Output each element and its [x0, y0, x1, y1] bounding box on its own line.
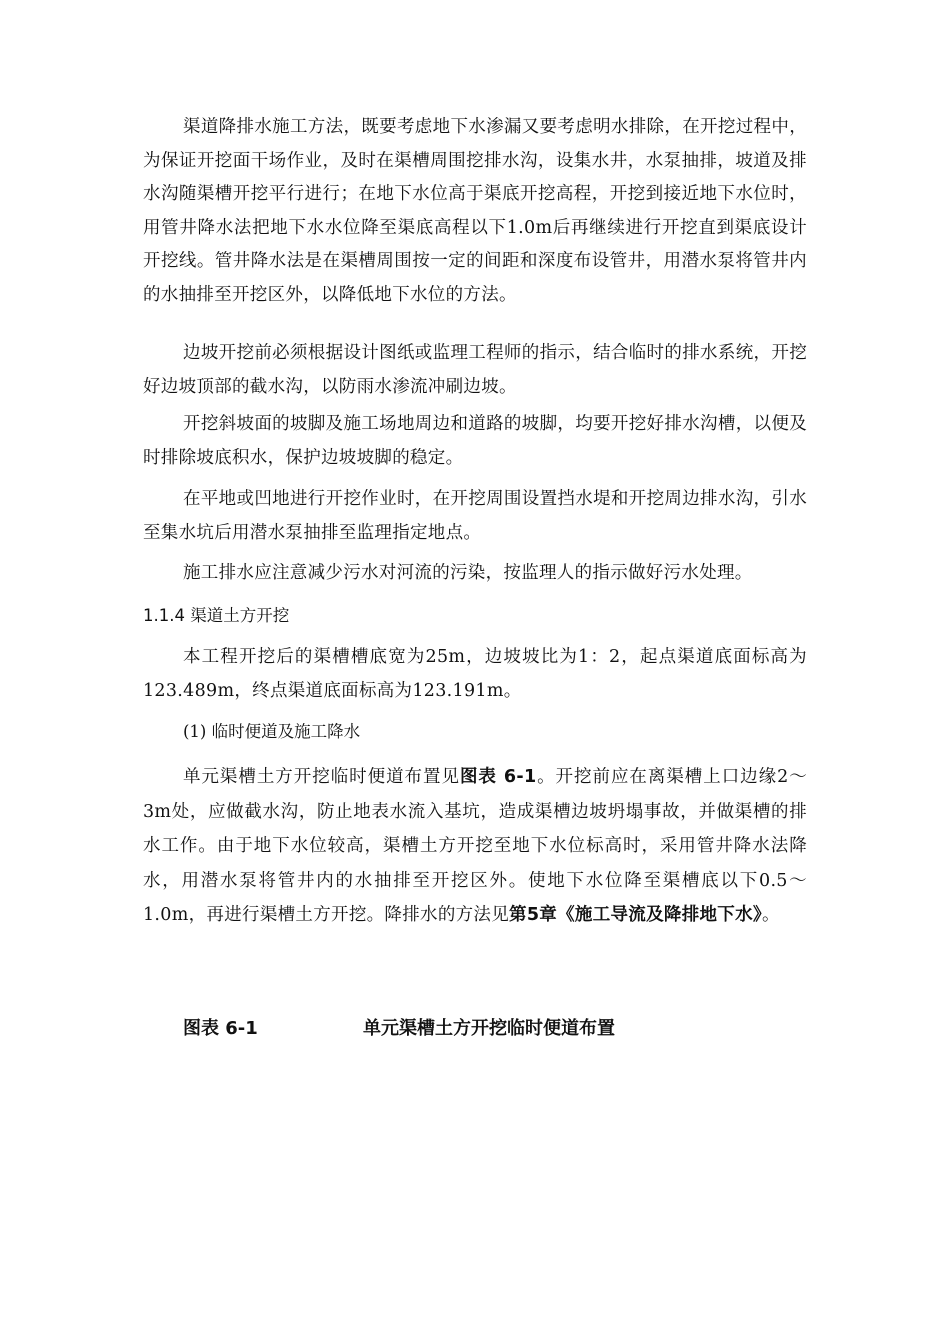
paragraph-text: 单元渠槽土方开挖临时便道布置见 — [183, 767, 460, 787]
section-heading: 1.1.4 渠道土方开挖 — [143, 606, 290, 625]
paragraph-slope-toe: 开挖斜坡面的坡脚及施工场地周边和道路的坡脚，均要开挖好排水沟槽，以便及时排除坡底积水，保护边坡坡脚的稳定。 — [143, 414, 807, 468]
paragraph-slope-excavation: 边坡开挖前必须根据设计图纸或监理工程师的指示，结合临时的排水系统，开挖好边坡顶部的截水沟，以防雨水渗流冲刷边坡。 — [143, 343, 807, 397]
paragraph-channel-dimensions: 本工程开挖后的渠槽槽底宽为25m，边坡坡比为1：2，起点渠道底面标高为123.489m，终点渠道底面标高为123.191m。 — [143, 647, 807, 701]
paragraph-flat-ground: 在平地或凹地进行开挖作业时，在开挖周围设置挡水堤和开挖周边排水沟，引水至集水坑后用潜水泵抽排至监理指定地点。 — [143, 489, 807, 543]
figure-reference-link[interactable]: 图表 6-1 — [459, 767, 537, 787]
paragraph-drainage-method: 渠道降排水施工方法，既要考虑地下水渗漏又要考虑明水排除，在开挖过程中，为保证开挖面干场作业，及时在渠槽周围挖排水沟，设集水井，水泵抽排，坡道及排水沟随渠槽开挖平行进行；在地下水位高于渠底开挖高程，开挖到接近地下水位时，用管井降水法把地下水水位降至渠底高程以下1.0m后再继续进行开挖直到渠底设计开挖线。管井降水法是在渠槽周围按一定的间距和深度布设管井，用潜水泵将管井内的水抽排至开挖区外，以降低地下水位的方法。 — [143, 117, 807, 305]
subsection-heading: (1) 临时便道及施工降水 — [183, 722, 361, 741]
chapter-reference-link[interactable]: 第5章《施工导流及降排地下水》 — [509, 905, 762, 925]
paragraph-text: 。开挖前应在离渠槽上口边缘2～3m处，应做截水沟，防止地表水流入基坑，造成渠槽边坡坍塌事故，并做渠槽的排水工作。由于地下水位较高，渠槽土方开挖至地下水位标高时，采用管井降水法降水，用潜水泵将管井内的水抽排至开挖区外。使地下水位降至渠槽底以下0.5～1.0m，再进行渠槽土方开挖。降排水的方法见 — [143, 767, 807, 925]
figure-title: 单元渠槽土方开挖临时便道布置 — [363, 1018, 615, 1039]
figure-label: 图表 6-1 — [183, 1018, 258, 1039]
paragraph-temporary-road — [143, 760, 807, 933]
paragraph-text: 。 — [761, 905, 780, 925]
paragraph-sewage: 施工排水应注意减少污水对河流的污染，按监理人的指示做好污水处理。 — [183, 563, 753, 583]
